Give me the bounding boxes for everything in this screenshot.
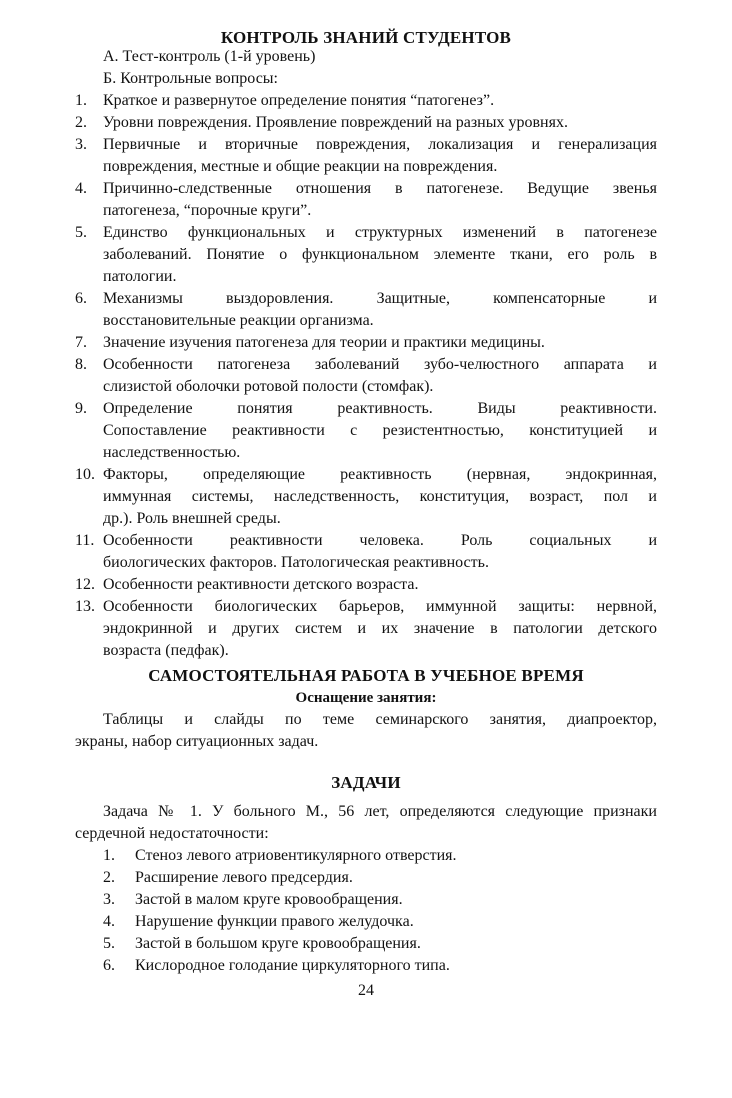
question-text-line: повреждения, местные и общие реакции на повреждения. bbox=[103, 158, 498, 175]
sign-number: 5. bbox=[103, 935, 115, 952]
sign-text: Кислородное голодание циркуляторного типа. bbox=[135, 957, 450, 974]
question-text-line: Первичные и вторичные повреждения, локализация и генерализация bbox=[103, 136, 657, 153]
sign-number: 1. bbox=[103, 847, 115, 864]
question-text-line: Краткое и развернутое определение понятия “патогенез”. bbox=[103, 92, 495, 109]
question-number: 3. bbox=[75, 136, 87, 153]
question-number: 2. bbox=[75, 114, 87, 131]
sign-text: Расширение левого предсердия. bbox=[135, 869, 353, 886]
sign-number: 3. bbox=[103, 891, 115, 908]
sign-text: Стеноз левого атриовентикулярного отверстия. bbox=[135, 847, 457, 864]
task-intro-line-1: Задача № 1. У больного М., 56 лет, определяются следующие признаки bbox=[103, 803, 657, 820]
question-text-line: Особенности биологических барьеров, иммунной защиты: нервной, bbox=[103, 598, 657, 615]
sign-text: Застой в большом круге кровообращения. bbox=[135, 935, 421, 952]
sign-text: Застой в малом круге кровообращения. bbox=[135, 891, 403, 908]
question-text-line: патологии. bbox=[103, 268, 177, 285]
question-text-line: Причинно-следственные отношения в патогенезе. Ведущие звенья bbox=[103, 180, 657, 197]
question-text-line: возраста (педфак). bbox=[103, 642, 229, 659]
question-text-line: эндокринной и других систем и их значение в патологии детского bbox=[103, 620, 657, 637]
question-number: 4. bbox=[75, 180, 87, 197]
equipment-line-1: Таблицы и слайды по теме семинарского занятия, диапроектор, bbox=[103, 711, 657, 728]
section-title-independent-work: САМОСТОЯТЕЛЬНАЯ РАБОТА В УЧЕБНОЕ ВРЕМЯ bbox=[148, 666, 584, 685]
question-text-line: Уровни повреждения. Проявление повреждений на разных уровнях. bbox=[103, 114, 568, 131]
sign-number: 6. bbox=[103, 957, 115, 974]
section-title-tasks: ЗАДАЧИ bbox=[331, 773, 401, 792]
question-text-line: Факторы, определяющие реактивность (нервная, эндокринная, bbox=[103, 466, 657, 483]
question-number: 12. bbox=[75, 576, 95, 593]
question-number: 10. bbox=[75, 466, 95, 483]
question-number: 1. bbox=[75, 92, 87, 109]
question-number: 7. bbox=[75, 334, 87, 351]
question-text-line: патогенеза, “порочные круги”. bbox=[103, 202, 312, 219]
question-text-line: Механизмы выздоровления. Защитные, компенсаторные и bbox=[103, 290, 657, 307]
question-text-line: др.). Роль внешней среды. bbox=[103, 510, 281, 527]
sign-text: Нарушение функции правого желудочка. bbox=[135, 913, 414, 930]
question-number: 13. bbox=[75, 598, 95, 615]
control-questions-label: Б. Контрольные вопросы: bbox=[103, 70, 278, 87]
question-text-line: слизистой оболочки ротовой полости (стомфак). bbox=[103, 378, 434, 395]
equipment-line-2: экраны, набор ситуационных задач. bbox=[75, 733, 319, 750]
question-text-line: Единство функциональных и структурных изменений в патогенезе bbox=[103, 224, 657, 241]
question-text-line: Определение понятия реактивность. Виды реактивности. bbox=[103, 400, 657, 417]
equipment-subtitle: Оснащение занятия: bbox=[295, 690, 437, 706]
sign-number: 4. bbox=[103, 913, 115, 930]
section-title-knowledge-control: КОНТРОЛЬ ЗНАНИЙ СТУДЕНТОВ bbox=[220, 28, 512, 47]
question-text-line: биологических факторов. Патологическая реактивность. bbox=[103, 554, 489, 571]
question-number: 6. bbox=[75, 290, 87, 307]
test-control-line: А. Тест-контроль (1-й уровень) bbox=[103, 48, 316, 65]
question-text-line: Особенности патогенеза заболеваний зубо-челюстного аппарата и bbox=[103, 356, 657, 373]
question-text-line: иммунная системы, наследственность, конституция, возраст, пол и bbox=[103, 488, 657, 505]
sign-number: 2. bbox=[103, 869, 115, 886]
question-text-line: Значение изучения патогенеза для теории и практики медицины. bbox=[103, 334, 545, 351]
question-text-line: Сопоставление реактивности с резистентностью, конституцией и bbox=[103, 422, 657, 439]
task-intro-line-2: сердечной недостаточности: bbox=[75, 825, 269, 842]
question-text-line: наследственностью. bbox=[103, 444, 241, 461]
question-text-line: восстановительные реакции организма. bbox=[103, 312, 374, 329]
question-number: 5. bbox=[75, 224, 87, 241]
question-number: 8. bbox=[75, 356, 87, 373]
question-text-line: заболеваний. Понятие о функциональном элементе ткани, его роль в bbox=[103, 246, 657, 263]
question-number: 11. bbox=[75, 532, 95, 549]
page-number: 24 bbox=[358, 982, 374, 999]
question-number: 9. bbox=[75, 400, 87, 417]
question-text-line: Особенности реактивности детского возраста. bbox=[103, 576, 419, 593]
question-text-line: Особенности реактивности человека. Роль социальных и bbox=[103, 532, 657, 549]
